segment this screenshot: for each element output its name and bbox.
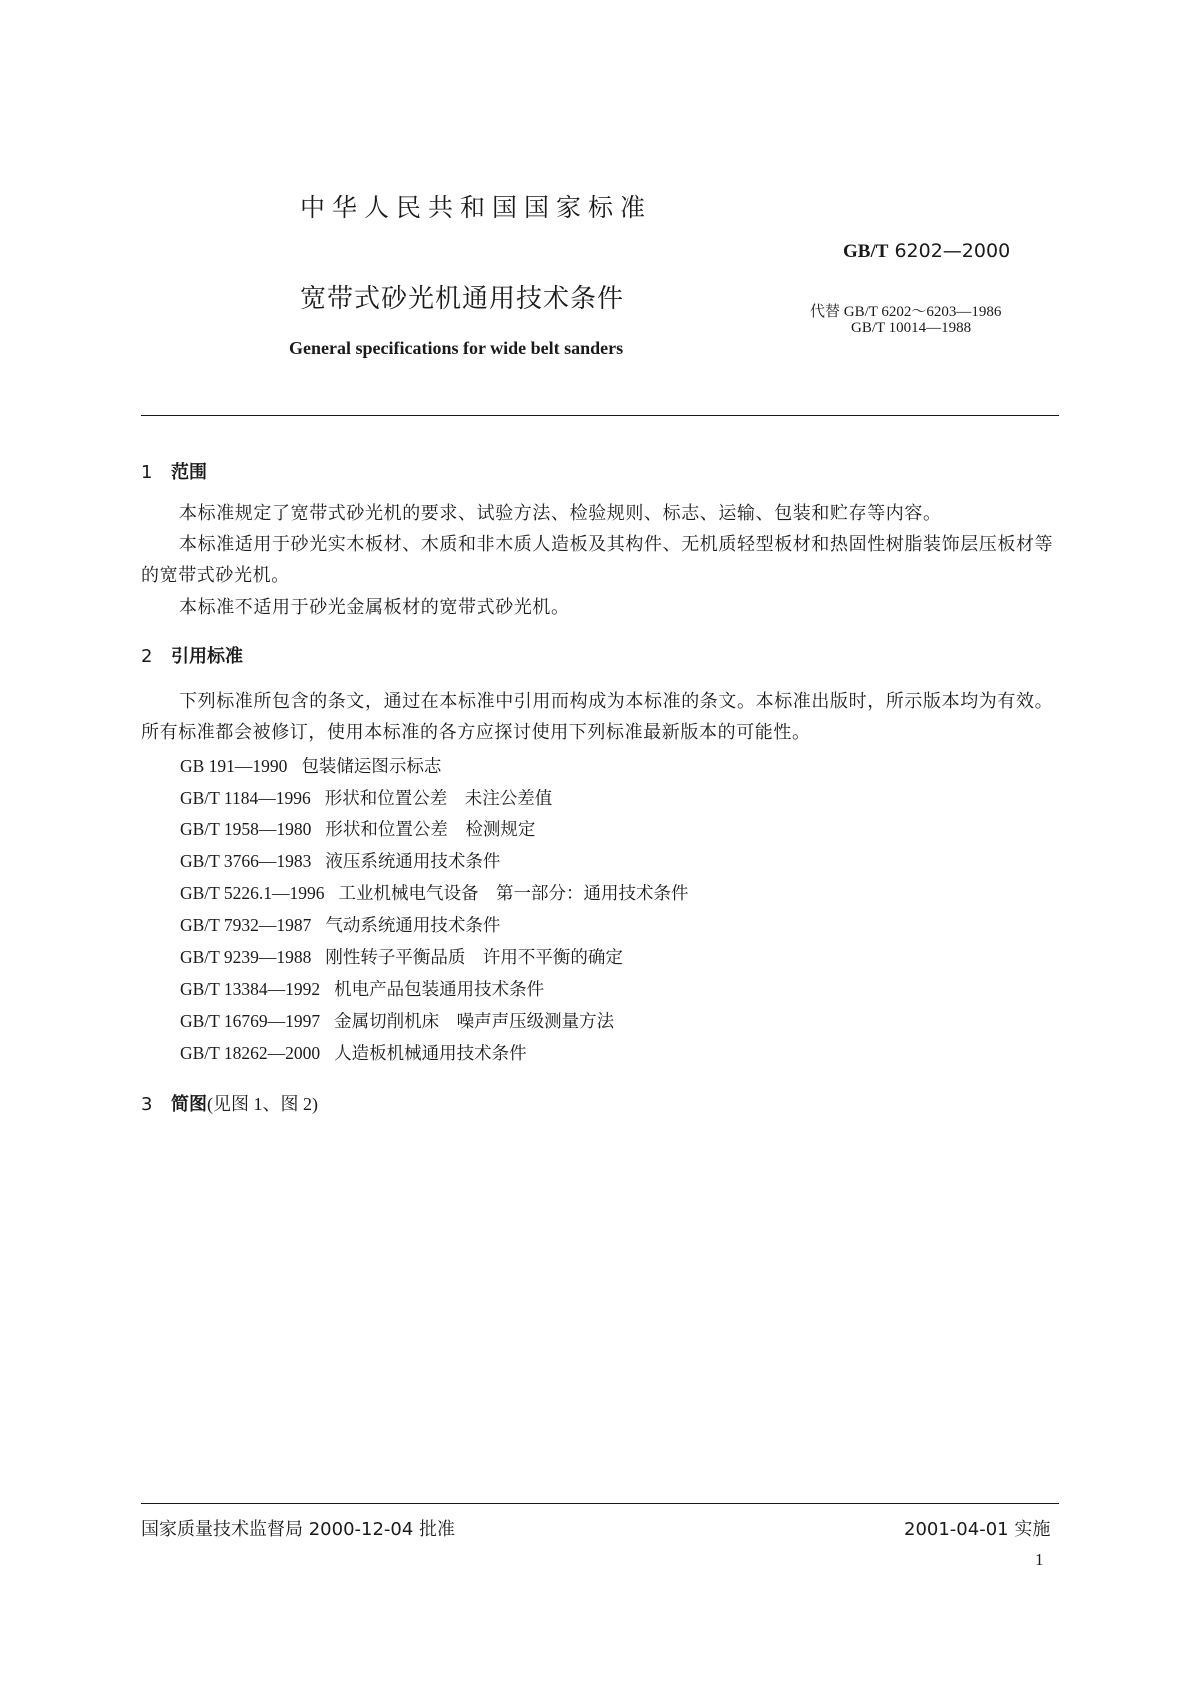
section-number: 2: [141, 646, 153, 667]
section-2-intro: 下列标准所包含的条文，通过在本标准中引用而构成为本标准的条文。本标准出版时，所示版本均为有效。所有标准都会被修订，使用本标准的各方应探讨使用下列标准最新版本的可能性。: [141, 691, 1054, 743]
national-standard-heading: 中华人民共和国国家标准: [300, 193, 653, 222]
header-divider: [141, 415, 1059, 416]
section-note: (见图 1、图 2): [207, 1094, 318, 1114]
section-number: 1: [141, 462, 153, 483]
section-2-heading: [141, 642, 243, 668]
reference-item: [180, 944, 623, 969]
issued-by: 国家质量技术监督局 2000-12-04 批准: [141, 1519, 456, 1540]
reference-item: [180, 785, 552, 810]
footer-divider: [141, 1503, 1059, 1504]
reference-code: GB/T 16769—1997: [180, 1011, 321, 1031]
effective-date: 2001-04-01 实施: [904, 1519, 1051, 1540]
reference-title: 金属切削机床 噪声声压级测量方法: [334, 1012, 615, 1032]
standard-number-value: 6202—2000: [894, 240, 1011, 262]
document-title-en: General specifications for wide belt sanders: [289, 338, 624, 358]
reference-item: [180, 1008, 614, 1033]
reference-title: 刚性转子平衡品质 许用不平衡的确定: [325, 948, 623, 968]
replaces-line-1: 代替 GB/T 6202～6203—1986: [810, 304, 1002, 320]
reference-title: 气动系统通用技术条件: [325, 916, 501, 936]
reference-item: [180, 976, 544, 1001]
reference-code: GB/T 13384—1992: [180, 979, 321, 999]
reference-title: 机电产品包装通用技术条件: [334, 980, 545, 1000]
reference-item: [180, 912, 500, 937]
section-number: 3: [141, 1094, 153, 1115]
reference-item: [180, 1040, 527, 1065]
reference-code: GB/T 7932—1987: [180, 915, 312, 935]
reference-code: GB/T 1184—1996: [180, 788, 311, 808]
reference-item: [180, 753, 441, 778]
reference-title: 形状和位置公差 未注公差值: [324, 789, 553, 809]
reference-item: [180, 848, 500, 873]
reference-title: 包装储运图示标志: [301, 757, 442, 777]
section-title: 简图: [171, 1094, 207, 1115]
reference-title: 形状和位置公差 检测规定: [325, 820, 536, 840]
replaces-line-2: GB/T 10014—1988: [851, 320, 972, 336]
section-title: 范围: [171, 462, 207, 483]
reference-code: GB/T 3766—1983: [180, 851, 312, 871]
reference-title: 人造板机械通用技术条件: [334, 1044, 527, 1064]
reference-title: 工业机械电气设备 第一部分：通用技术条件: [338, 884, 689, 904]
section-1-paragraph: 本标准适用于砂光实木板材、木质和非木质人造板及其构件、无机质轻型板材和热固性树脂装饰层压板材等的宽带式砂光机。: [141, 534, 1054, 586]
standard-prefix: GB/T: [843, 241, 889, 262]
page-number: 1: [1035, 1550, 1044, 1569]
section-1-paragraph: 本标准规定了宽带式砂光机的要求、试验方法、检验规则、标志、运输、包装和贮存等内容。: [179, 503, 942, 524]
reference-code: GB/T 18262—2000: [180, 1043, 321, 1063]
reference-title: 液压系统通用技术条件: [325, 852, 501, 872]
reference-code: GB/T 1958—1980: [180, 819, 312, 839]
section-title: 引用标准: [171, 646, 243, 667]
reference-item: [180, 816, 535, 841]
reference-code: GB/T 9239—1988: [180, 947, 312, 967]
section-1-heading: [141, 458, 207, 484]
document-title-cn: 宽带式砂光机通用技术条件: [300, 284, 625, 314]
section-3-heading: [141, 1090, 318, 1116]
reference-code: GB/T 5226.1—1996: [180, 883, 325, 903]
section-1-paragraph: 本标准不适用于砂光金属板材的宽带式砂光机。: [179, 597, 570, 618]
reference-code: GB 191—1990: [180, 756, 288, 776]
reference-item: [180, 880, 689, 905]
standard-number: [843, 240, 1010, 263]
